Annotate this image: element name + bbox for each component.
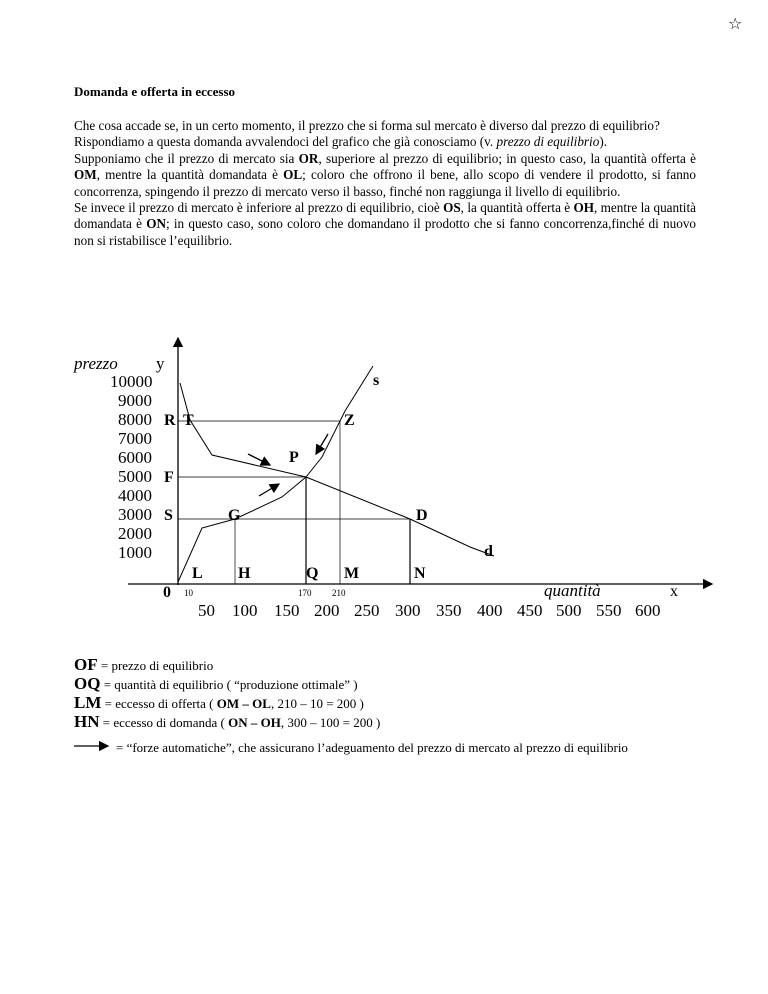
x-small-tick-170: 170 (298, 588, 312, 598)
legend-key: HN (74, 712, 100, 731)
label-F: F (164, 469, 174, 486)
legend-tail: , 210 – 10 = 200 ) (270, 696, 364, 711)
legend-text: = eccesso di domanda ( (99, 715, 229, 730)
legend-text: = prezzo di equilibrio (97, 658, 214, 673)
x-axis-letter: x (670, 583, 678, 600)
legend-key: LM (74, 693, 102, 712)
section-heading: Domanda e offerta in eccesso (74, 84, 236, 99)
legend-text: = quantità di equilibrio ( “produzione ottimale” ) (100, 677, 358, 692)
y-tick-9000: 9000 (118, 391, 152, 410)
x-tick-300: 300 (395, 601, 421, 620)
label-d: d (484, 543, 493, 560)
star-icon: ☆ (728, 14, 743, 33)
paragraph-1: Che cosa accade se, in un certo momento, il prezzo che si forma sul mercato è diverso dal prezzo di equilibrio? (74, 118, 660, 133)
paragraph-2: Rispondiamo a questa domanda avvalendoci del grafico che già conosciamo (v. prezzo di equilibrio). (74, 134, 608, 150)
legend-key: OF (74, 655, 98, 674)
y-tick-6000: 6000 (118, 448, 152, 467)
x-small-tick-10: 10 (184, 588, 193, 598)
x-tick-50: 50 (198, 601, 215, 620)
legend (74, 656, 380, 732)
x-tick-550: 550 (596, 601, 622, 620)
legend-row-OQ (74, 675, 380, 694)
x-tick-250: 250 (354, 601, 380, 620)
x-tick-450: 450 (517, 601, 543, 620)
x-tick-100: 100 (232, 601, 258, 620)
y-axis-letter: y (156, 354, 165, 373)
demand-curve (180, 383, 494, 556)
label-H: H (238, 565, 251, 582)
label-D: D (416, 507, 428, 524)
legend-key: OQ (74, 674, 101, 693)
y-tick-10000: 10000 (110, 372, 153, 391)
y-tick-2000: 2000 (118, 524, 152, 543)
paragraph-3: Supponiamo che il prezzo di mercato sia OR, superiore al prezzo di equilibrio; in questo caso, la quantità offerta è OM, mentre la quantità domandata è OL; coloro che offrono il bene, allo scopo di vendere il prodotto, si fanno concorrenza, spingendo il prezzo di mercato verso il basso, finché non raggiunga il livello di equilibrio. (74, 150, 697, 199)
y-axis-label: prezzo (74, 354, 118, 373)
x-axis-label: quantità (544, 581, 601, 600)
label-Q: Q (306, 565, 319, 582)
y-tick-4000: 4000 (118, 486, 152, 505)
y-tick-5000: 5000 (118, 467, 152, 486)
legend-row-LM (74, 694, 380, 713)
x-small-tick-210: 210 (332, 588, 346, 598)
label-M: M (344, 565, 360, 582)
force-arrow-supply-right (316, 434, 328, 454)
legend-bold: ON – OH (228, 715, 281, 730)
label-P: P (289, 449, 299, 466)
label-G: G (228, 507, 241, 524)
label-S: S (164, 507, 173, 524)
label-R: R (164, 412, 176, 429)
legend-row-HN (74, 713, 380, 732)
label-N: N (414, 565, 426, 582)
label-s: s (373, 372, 380, 389)
label-T: T (183, 412, 194, 429)
arrow-note-text: = “forze automatiche”, che assicurano l’adeguamento del prezzo di mercato al prezzo di equilibrio (116, 740, 628, 755)
y-ticks (110, 372, 153, 562)
x-tick-600: 600 (635, 601, 661, 620)
x-tick-350: 350 (436, 601, 462, 620)
label-Z: Z (344, 412, 355, 429)
x-tick-200: 200 (314, 601, 340, 620)
legend-text: = eccesso di offerta ( (101, 696, 217, 711)
arrow-note (74, 740, 714, 756)
legend-row-OF (74, 656, 380, 675)
origin-label: 0 (163, 584, 171, 601)
x-tick-500: 500 (556, 601, 582, 620)
y-tick-8000: 8000 (118, 410, 152, 429)
x-tick-400: 400 (477, 601, 503, 620)
y-tick-1000: 1000 (118, 543, 152, 562)
y-tick-7000: 7000 (118, 429, 152, 448)
x-tick-150: 150 (274, 601, 300, 620)
legend-bold: OM – OL (216, 696, 271, 711)
supply-curve (178, 366, 373, 582)
force-arrow-demand (248, 454, 270, 465)
y-tick-3000: 3000 (118, 505, 152, 524)
legend-tail: , 300 – 100 = 200 ) (280, 715, 381, 730)
paragraph-4: Se invece il prezzo di mercato è inferiore al prezzo di equilibrio, cioè OS, la quantità offerta è OH, mentre la quantità domandata è ON; in questo caso, sono coloro che domandano il prodotto che si fanno concorrenza,finché di nuovo non si ristabilisce l’equilibrio. (74, 200, 697, 248)
x-ticks (198, 601, 661, 620)
force-arrow-supply-left (259, 484, 279, 496)
label-L: L (192, 565, 203, 582)
